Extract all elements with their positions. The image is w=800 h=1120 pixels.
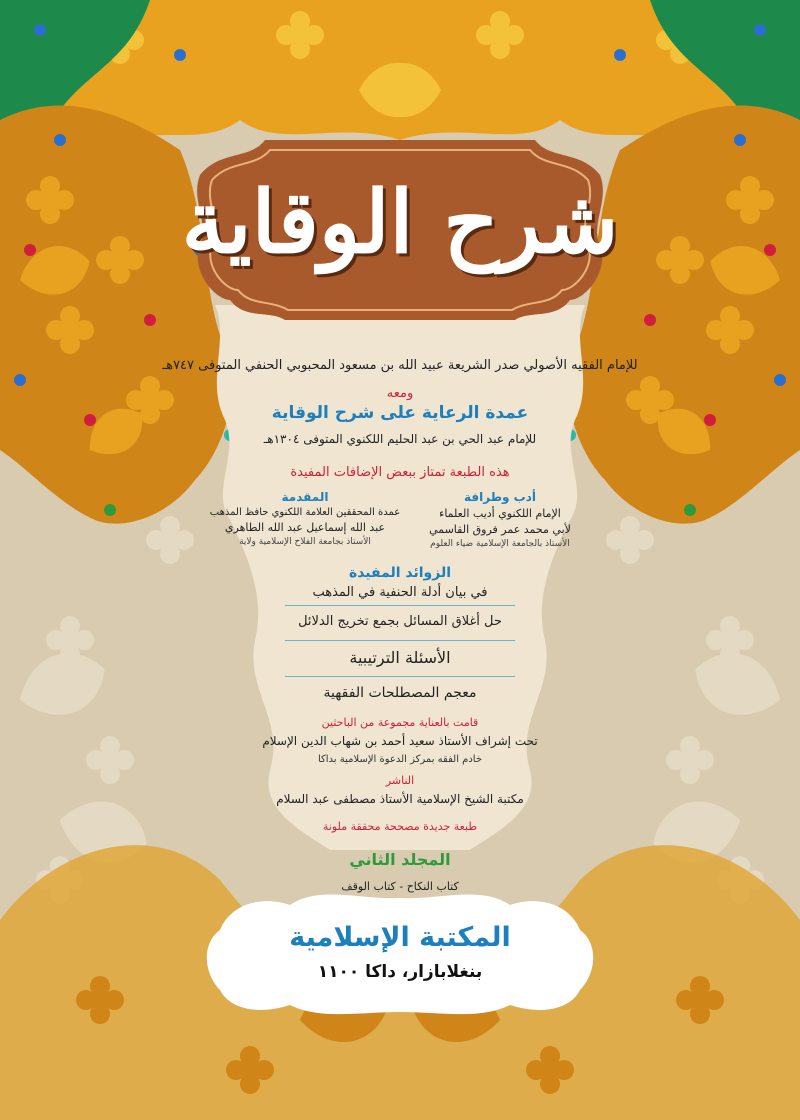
prepared-role: خادم الفقه بمركز الدعوة الإسلامية بداكا — [317, 754, 483, 765]
right-block-line2: عبد الله إسماعيل عبد الله الطاهري — [224, 521, 386, 534]
left-block — [410, 490, 590, 549]
left-block-heading: أدب وطرافة — [464, 490, 536, 504]
volume-contents: كتاب النكاح - كتاب الوقف — [341, 880, 459, 893]
imprint-panel — [207, 894, 593, 1014]
supplements-heading: الزوائد المفيدة — [348, 565, 452, 581]
divider — [285, 605, 515, 606]
supplement-item: الأسئلة الترتيبية — [349, 648, 451, 667]
volume-label: المجلد الثاني — [349, 850, 451, 869]
right-block-line1: عمدة المحققين العلامة اللكنوي حافظ المذهب — [209, 507, 401, 518]
divider — [285, 676, 515, 677]
imprint-address: بنغلابازار، داكا ١١٠٠ — [317, 962, 483, 982]
right-block — [205, 490, 405, 547]
supplement-item: في بيان أدلة الحنفية في المذهب — [312, 585, 488, 600]
edition-note: طبعة جديدة مصححة محققة ملونة — [322, 820, 478, 833]
publisher-name: مكتبة الشيخ الإسلامية الأستاذ مصطفى عبد السلام — [276, 792, 524, 806]
edition-features: هذه الطبعة تمتاز ببعض الإضافات المفيدة — [290, 465, 510, 480]
right-block-line3: الأستاذ بجامعة الفلاح الإسلامية ولاية — [239, 537, 371, 547]
right-block-heading: المقدمة — [281, 490, 329, 504]
left-block-line2: لأبي محمد عمر فروق القاسمي — [429, 523, 571, 536]
commentary-title: عمدة الرعاية على شرح الوقاية — [271, 403, 529, 423]
author-line: للإمام الفقيه الأصولي صدر الشريعة عبيد الله بن مسعود المحبوبي الحنفي المتوفى ٧٤٧هـ — [162, 358, 638, 373]
publisher-label: الناشر — [385, 774, 415, 787]
prepared-label: قامت بالعناية مجموعة من الباحثين — [321, 716, 479, 729]
book-title: شرح الوقاية — [181, 172, 619, 273]
divider — [285, 640, 515, 641]
left-block-line1: الإمام اللكنوي أديب العلماء — [439, 507, 561, 520]
commentary-author: للإمام عبد الحي بن عبد الحليم اللكنوي المتوفى ١٣٠٤هـ — [263, 432, 537, 446]
prepared-by: تحت إشراف الأستاذ سعيد أحمد بن شهاب الدين الإسلام — [262, 734, 538, 748]
supplement-item: حل أغلاق المسائل بجمع تخريج الدلائل — [298, 614, 502, 629]
left-block-line3: الأستاذ بالجامعة الإسلامية ضياء العلوم — [430, 539, 570, 549]
supplement-item: معجم المصطلحات الفقهية — [323, 685, 477, 701]
with-label: ومعه — [386, 386, 414, 401]
imprint-name: المكتبة الإسلامية — [289, 922, 511, 953]
